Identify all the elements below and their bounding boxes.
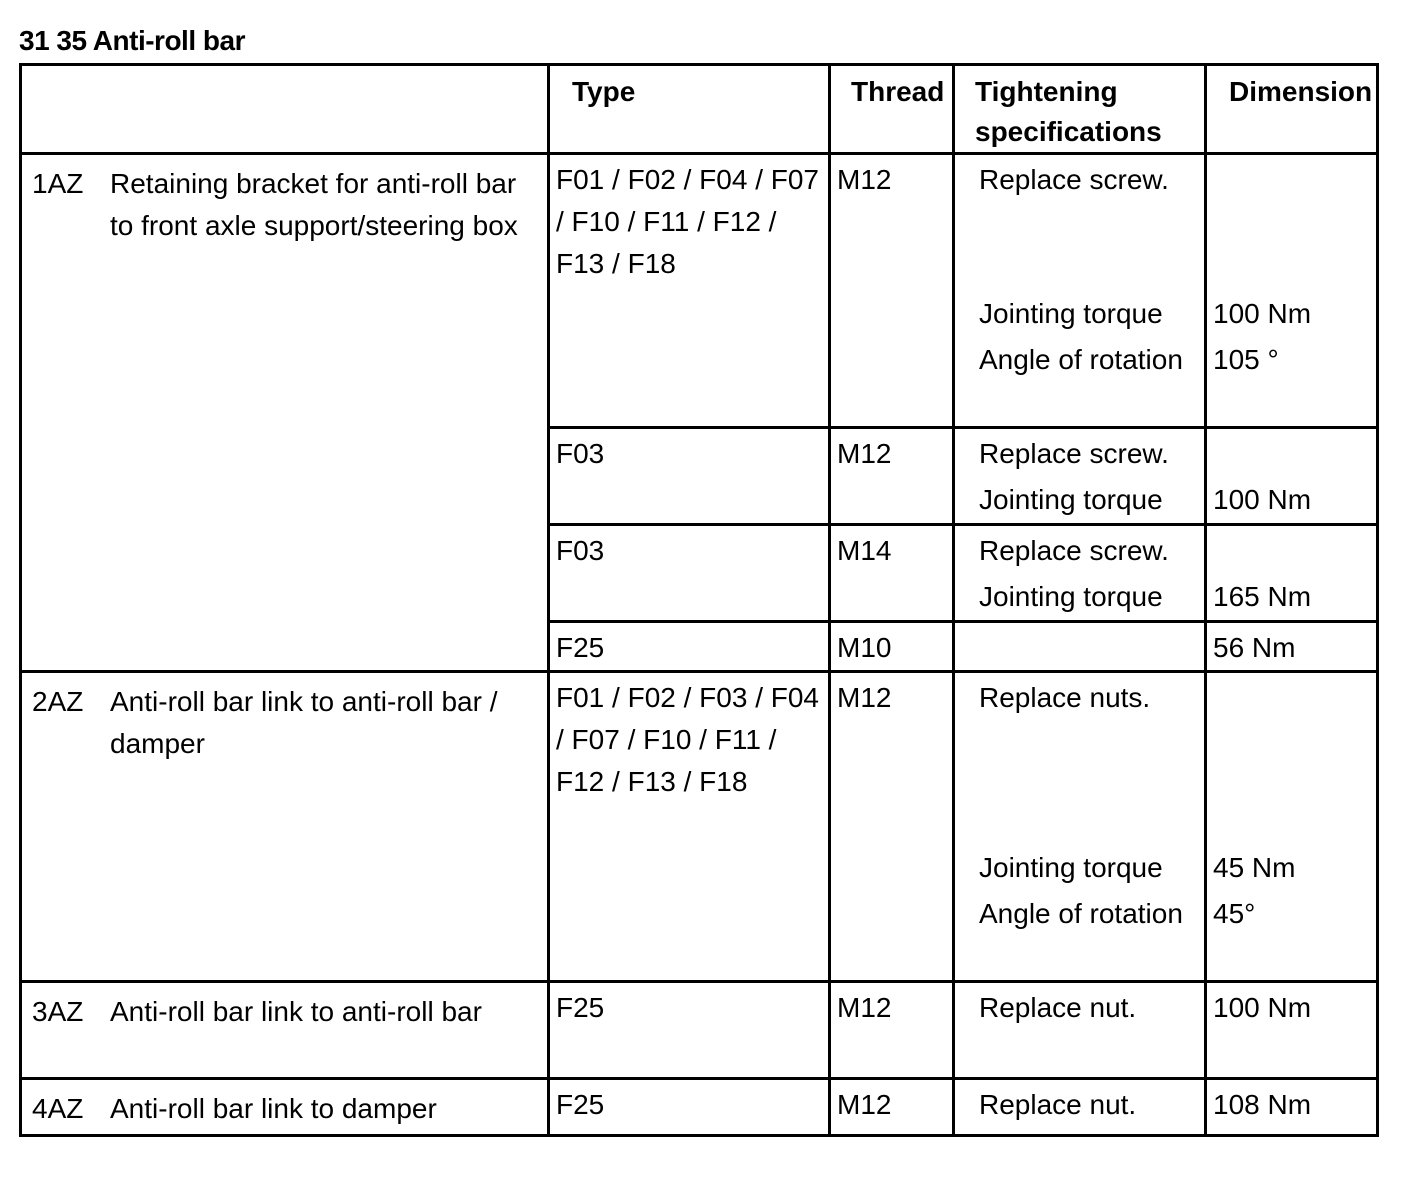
- dimension-value: 100 Nm: [1213, 298, 1312, 329]
- spec-cell: [954, 428, 1206, 525]
- dimension-cell: [1206, 428, 1378, 525]
- spec-line: Replace screw.: [979, 535, 1169, 566]
- thread-cell: M10: [830, 622, 954, 672]
- torque-spec-table: [19, 63, 1379, 1137]
- spec-cell: [954, 672, 1206, 982]
- spec-cell: [954, 525, 1206, 622]
- type-cell: F01 / F02 / F04 / F07 / F10 / F11 / F12 / F13 / F18: [549, 154, 830, 428]
- dimension-cell: [1206, 154, 1378, 428]
- spec-cell: [954, 622, 1206, 672]
- dimension-cell: [1206, 672, 1378, 982]
- dimension-cell: [1206, 525, 1378, 622]
- spec-line: Jointing torque: [979, 581, 1163, 612]
- table-row: [21, 672, 1378, 982]
- az-code: 2AZ: [32, 686, 84, 717]
- spec-line: Jointing torque: [979, 484, 1163, 515]
- dimension-value: 45°: [1213, 898, 1256, 929]
- row-label-cell: [21, 1079, 549, 1136]
- header-thread: Thread: [830, 65, 954, 154]
- row-label-cell: [21, 982, 549, 1079]
- spec-cell: Replace nut.: [954, 982, 1206, 1079]
- type-cell: F25: [549, 622, 830, 672]
- spec-cell: [954, 154, 1206, 428]
- spec-cell: Replace nut.: [954, 1079, 1206, 1136]
- thread-cell: M12: [830, 428, 954, 525]
- spec-line: Replace nuts.: [979, 682, 1151, 713]
- dimension-cell: 108 Nm: [1206, 1079, 1378, 1136]
- table-row: [21, 982, 1378, 1079]
- spec-line: Replace screw.: [979, 164, 1169, 195]
- az-code: 4AZ: [32, 1093, 84, 1124]
- header-dimension: Dimension: [1206, 65, 1378, 154]
- az-code: 3AZ: [32, 996, 84, 1027]
- dimension-value: 105 °: [1213, 344, 1279, 375]
- description: Anti-roll bar link to anti-roll bar: [110, 996, 482, 1027]
- type-cell: F03: [549, 428, 830, 525]
- spec-line: Replace screw.: [979, 438, 1169, 469]
- spec-line: Jointing torque: [979, 852, 1163, 883]
- header-row: [21, 65, 1378, 154]
- thread-cell: M14: [830, 525, 954, 622]
- type-cell: F03: [549, 525, 830, 622]
- spec-line: Angle of rotation: [979, 898, 1183, 929]
- table-row: [21, 154, 1378, 428]
- spec-line: Angle of rotation: [979, 344, 1183, 375]
- dimension-value: 165 Nm: [1213, 581, 1312, 612]
- dimension-value: 100 Nm: [1213, 484, 1312, 515]
- az-code: 1AZ: [32, 168, 84, 199]
- thread-cell: M12: [830, 154, 954, 428]
- dimension-cell: 100 Nm: [1206, 982, 1378, 1079]
- description: Anti-roll bar link to damper: [110, 1093, 437, 1124]
- row-label-cell: [21, 154, 549, 672]
- type-cell: F25: [549, 1079, 830, 1136]
- thread-cell: M12: [830, 672, 954, 982]
- spec-line: Jointing torque: [979, 298, 1163, 329]
- thread-cell: M12: [830, 982, 954, 1079]
- dimension-cell: 56 Nm: [1206, 622, 1378, 672]
- table-row: [21, 1079, 1378, 1136]
- description: Retaining bracket for anti-roll bar to front axle support/steering box: [110, 168, 518, 241]
- header-spec: Tightening specifications: [954, 65, 1206, 154]
- header-empty: [21, 65, 549, 154]
- description: Anti-roll bar link to anti-roll bar / damper: [110, 686, 498, 759]
- dimension-value: 45 Nm: [1213, 852, 1296, 883]
- type-cell: F01 / F02 / F03 / F04 / F07 / F10 / F11 / F12 / F13 / F18: [549, 672, 830, 982]
- type-cell: F25: [549, 982, 830, 1079]
- row-label-cell: [21, 672, 549, 982]
- thread-cell: M12: [830, 1079, 954, 1136]
- header-type: Type: [549, 65, 830, 154]
- page-title: 31 35 Anti-roll bar: [19, 25, 245, 56]
